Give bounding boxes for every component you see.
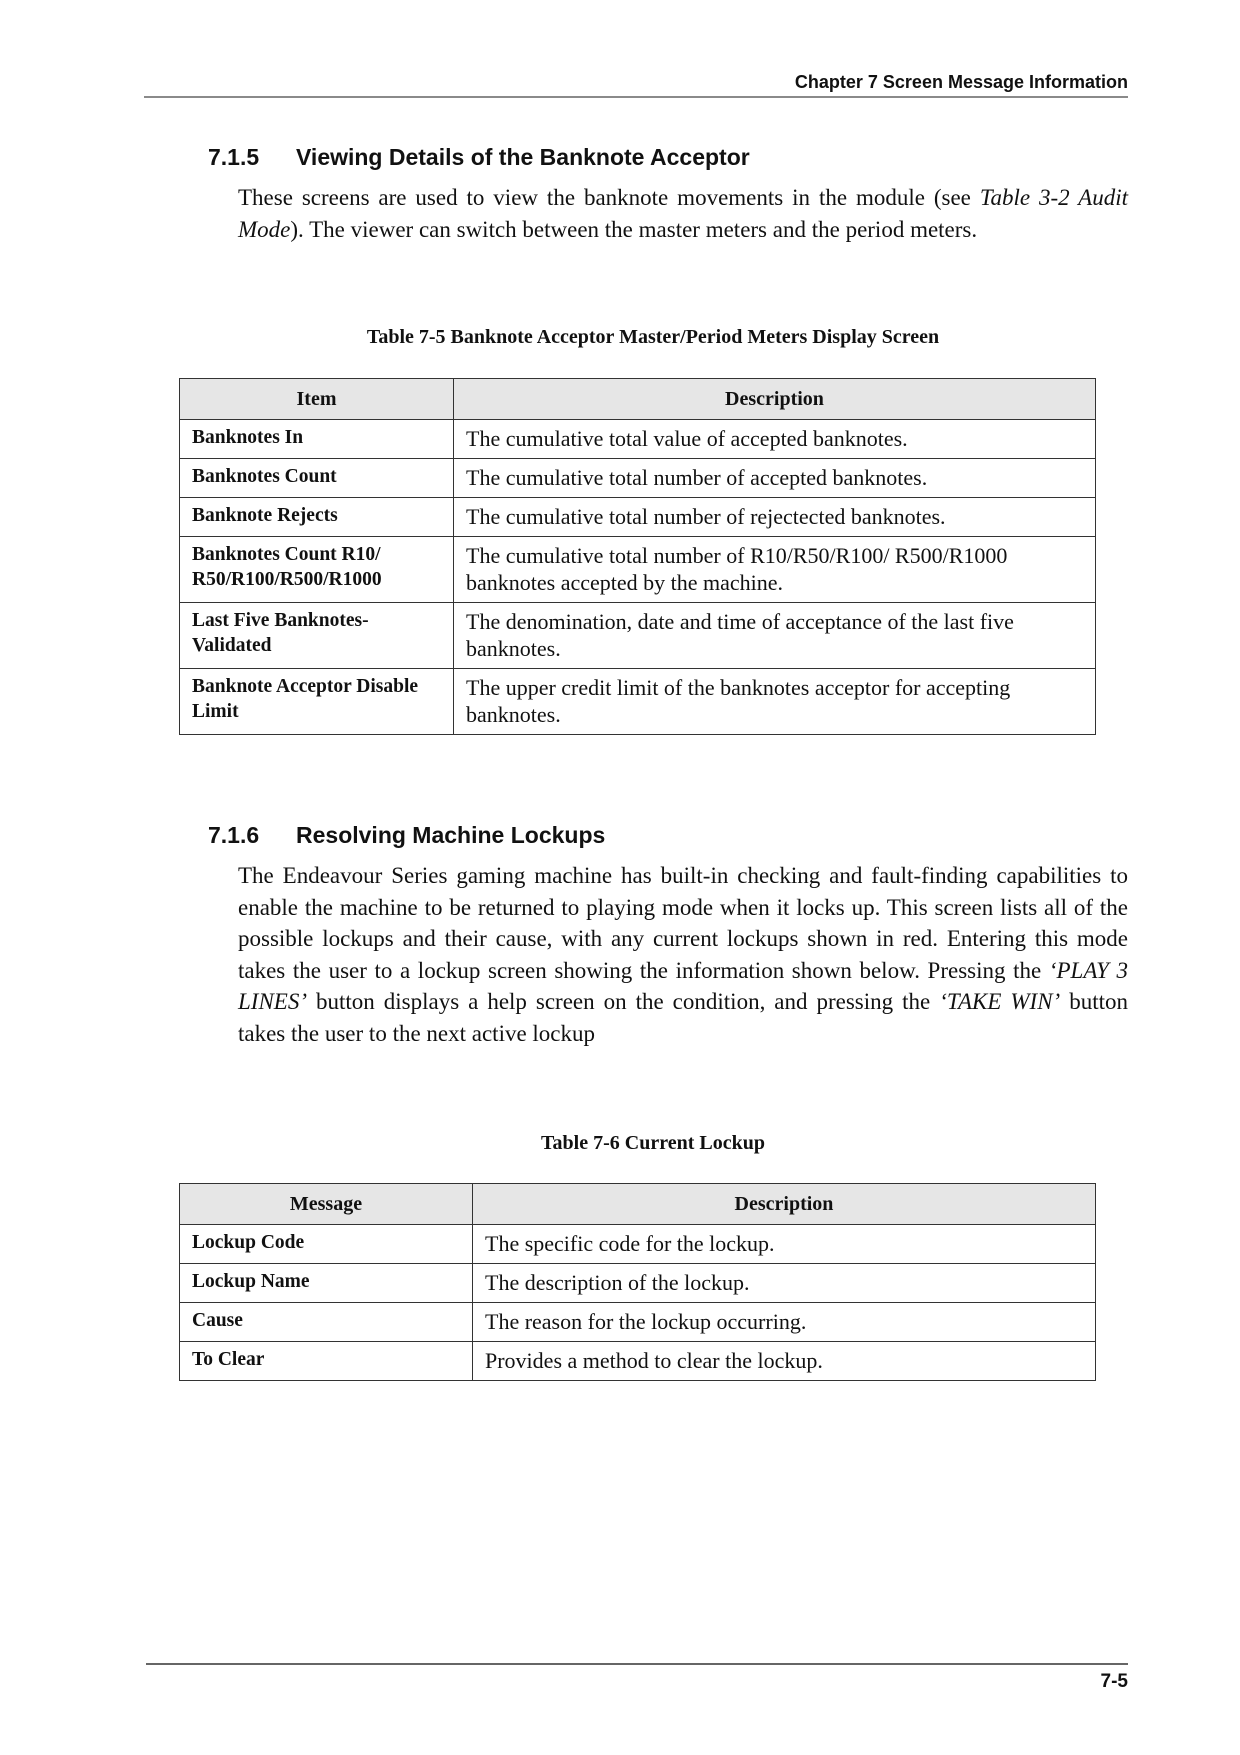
page-number: 7-5: [1100, 1671, 1128, 1692]
table-row: [180, 420, 1096, 459]
table-row: [180, 669, 1096, 735]
description-cell: The cumulative total number of accepted banknotes.: [454, 459, 1096, 498]
para-text: These screens are used to view the banknote movements in the module (see: [238, 185, 980, 210]
column-header: Description: [473, 1184, 1096, 1225]
description-cell: The upper credit limit of the banknotes acceptor for accepting banknotes.: [454, 669, 1096, 735]
button-reference: ‘PLAY 3 LINES’: [238, 957, 1128, 1014]
section-heading-7-1-5: [208, 144, 750, 171]
table-row: [180, 1342, 1096, 1381]
item-cell: Banknotes Count: [180, 459, 454, 498]
item-cell: Last Five Banknotes-Validated: [180, 603, 454, 669]
item-cell: Banknote Rejects: [180, 498, 454, 537]
page-footer: [146, 1663, 1128, 1692]
table-reference: Table 3-2 Audit Mode: [238, 185, 1128, 242]
section-title: Resolving Machine Lockups: [296, 822, 606, 848]
page-header: [144, 70, 1128, 98]
table-row: [180, 603, 1096, 669]
chapter-title: Chapter 7 Screen Message Information: [794, 72, 1128, 92]
item-cell: Banknote Acceptor Disable Limit: [180, 669, 454, 735]
table-row: [180, 1303, 1096, 1342]
table-row: [180, 1264, 1096, 1303]
button-reference: ‘TAKE WIN’: [939, 989, 1061, 1014]
description-cell: The cumulative total number of R10/R50/R100/ R500/R1000 banknotes accepted by the machine.: [454, 537, 1096, 603]
description-cell: Provides a method to clear the lockup.: [473, 1342, 1096, 1381]
para-text: button displays a help screen on the condition, and pressing the: [307, 989, 940, 1014]
description-cell: The denomination, date and time of acceptance of the last five banknotes.: [454, 603, 1096, 669]
section-title: Viewing Details of the Banknote Acceptor: [296, 144, 750, 170]
table-row: [180, 498, 1096, 537]
current-lockup-table: [179, 1183, 1096, 1381]
description-cell: The cumulative total number of rejectected banknotes.: [454, 498, 1096, 537]
message-cell: Cause: [180, 1303, 473, 1342]
section-heading-7-1-6: [208, 822, 605, 849]
column-header: Description: [454, 379, 1096, 420]
para-text: ). The viewer can switch between the master meters and the period meters.: [290, 216, 978, 242]
description-cell: The cumulative total value of accepted banknotes.: [454, 420, 1096, 459]
section-number: 7.1.5: [208, 144, 260, 170]
table-header-row: [180, 379, 1096, 420]
message-cell: Lockup Name: [180, 1264, 473, 1303]
column-header: Item: [180, 379, 454, 420]
section-paragraph: [238, 182, 1128, 245]
description-cell: The description of the lockup.: [473, 1264, 1096, 1303]
item-cell: Banknotes In: [180, 420, 454, 459]
section-paragraph: [238, 860, 1128, 1049]
item-cell: Banknotes Count R10/ R50/R100/R500/R1000: [180, 537, 454, 603]
description-cell: The reason for the lockup occurring.: [473, 1303, 1096, 1342]
message-cell: To Clear: [180, 1342, 473, 1381]
section-number: 7.1.6: [208, 822, 260, 848]
table-caption: Table 7-5 Banknote Acceptor Master/Period Meters Display Screen: [366, 326, 940, 348]
message-cell: Lockup Code: [180, 1225, 473, 1264]
table-row: [180, 537, 1096, 603]
para-text: The Endeavour Series gaming machine has built-in checking and fault-finding capabilities to enable the machine to be returned to playing mode when it locks up. This screen lists all of the possible lockups and their cause, with any current lockups shown in red. Entering this mode takes the user to a lockup screen showing the information shown below. Pressing the: [238, 863, 1128, 983]
column-header: Message: [180, 1184, 473, 1225]
table-row: [180, 459, 1096, 498]
description-cell: The specific code for the lockup.: [473, 1225, 1096, 1264]
table-header-row: [180, 1184, 1096, 1225]
banknote-meters-table: [179, 378, 1096, 735]
table-caption: Table 7-6 Current Lockup: [541, 1132, 765, 1154]
table-row: [180, 1225, 1096, 1264]
para-text: button takes the user to the next active lockup: [238, 989, 1128, 1046]
